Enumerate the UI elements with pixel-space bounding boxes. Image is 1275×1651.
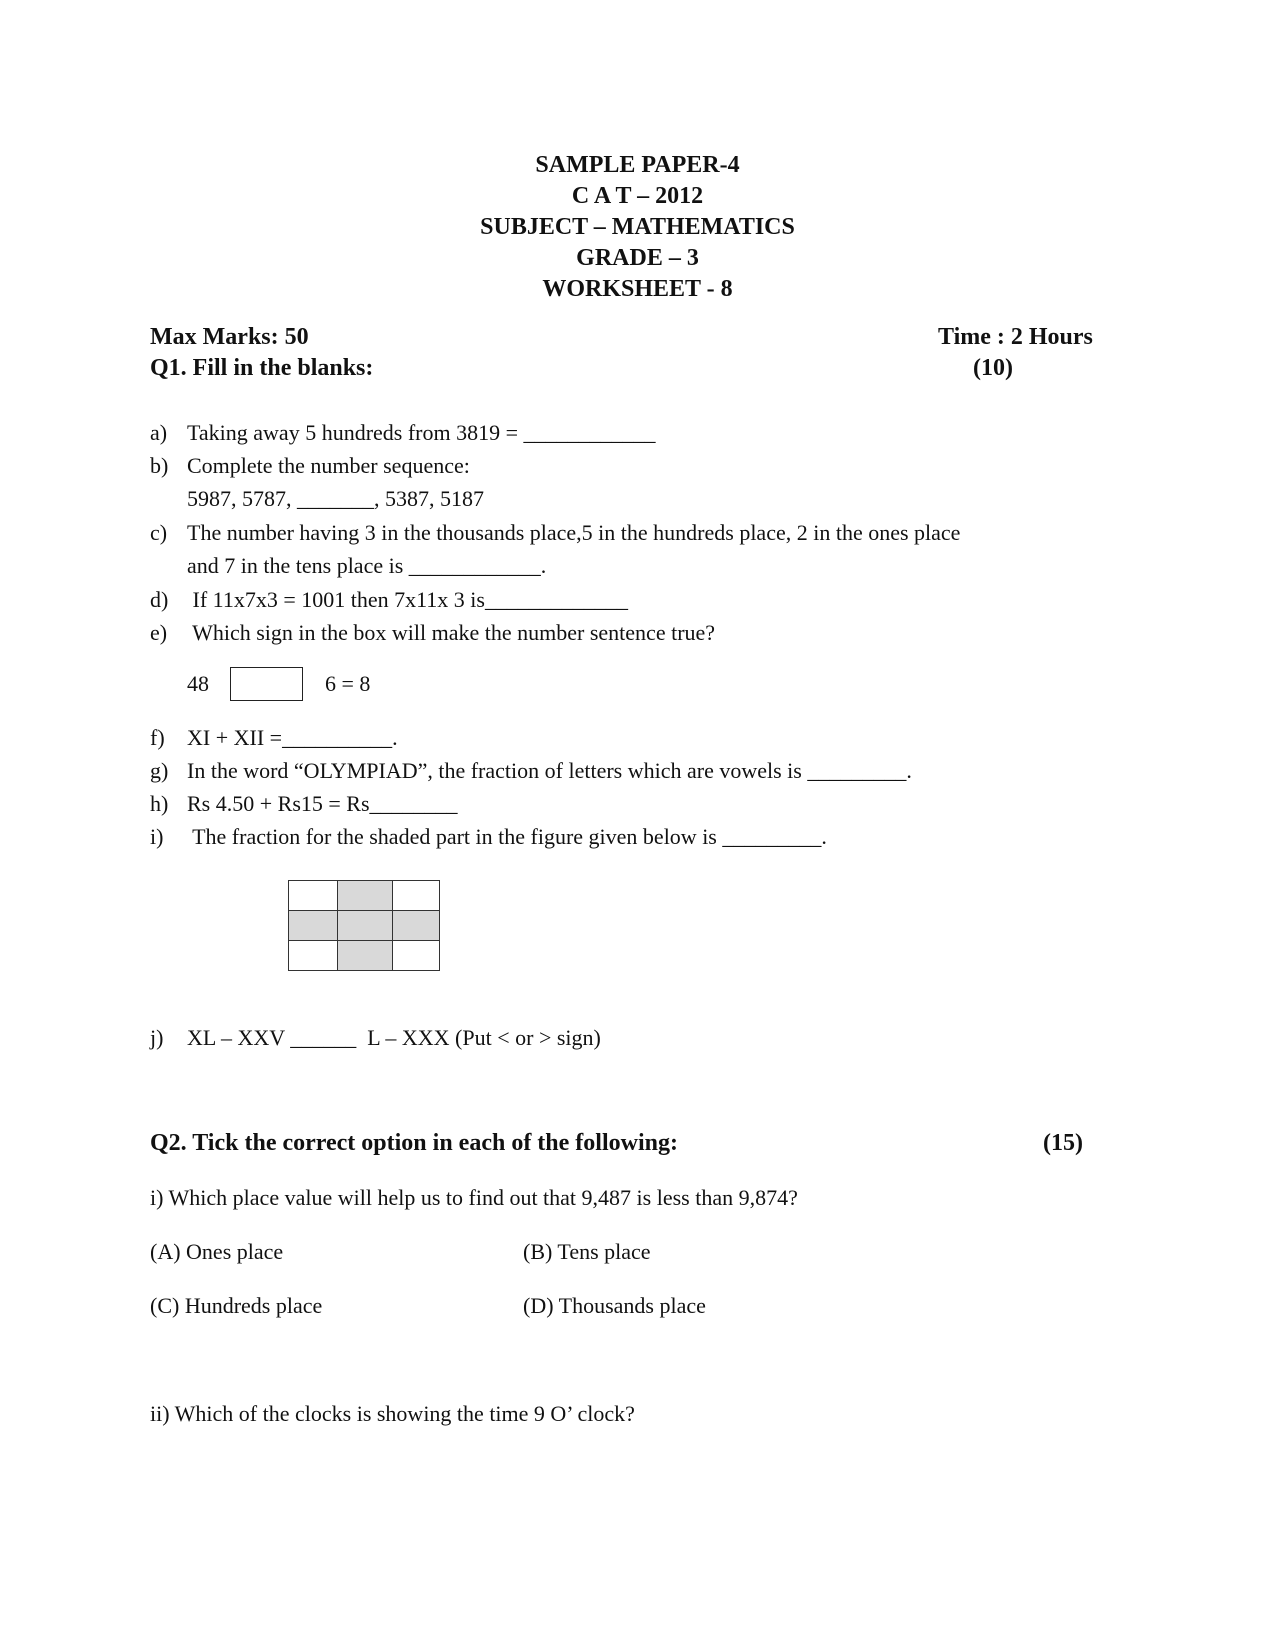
item-label: e) xyxy=(150,620,168,645)
q1-item-c-cont: and 7 in the tens place is ____________. xyxy=(187,553,547,578)
item-label: f) xyxy=(150,725,165,750)
q1-marks: (10) xyxy=(973,355,1013,381)
title-line: GRADE – 3 xyxy=(576,245,699,271)
q1-item-b-sequence: 5987, 5787, _______, 5387, 5187 xyxy=(187,486,484,511)
grid-cell-shaded xyxy=(289,911,338,941)
q1-item-j xyxy=(150,1022,601,1054)
grid-cell-shaded xyxy=(338,941,393,971)
grid-cell-shaded xyxy=(393,911,440,941)
grid-cell xyxy=(289,941,338,971)
item-label: h) xyxy=(150,791,169,816)
paper-title-block xyxy=(0,150,1275,305)
option-c[interactable]: (C) Hundreds place xyxy=(150,1293,323,1318)
item-label: b) xyxy=(150,453,169,478)
q2-marks: (15) xyxy=(1043,1130,1083,1156)
q1-item-a xyxy=(150,417,656,449)
grid-cell xyxy=(289,881,338,911)
option-d[interactable]: (D) Thousands place xyxy=(523,1293,706,1318)
item-text: The number having 3 in the thousands place,5 in the hundreds place, 2 in the ones place xyxy=(187,520,961,545)
item-text: Rs 4.50 + Rs15 = Rs________ xyxy=(187,791,458,816)
q1-item-h xyxy=(150,788,458,820)
grid-cell-shaded xyxy=(338,881,393,911)
item-label: i) xyxy=(150,824,164,849)
grid-cell-shaded xyxy=(338,911,393,941)
item-text: XL – XXV ______ L – XXX (Put < or > sign) xyxy=(187,1025,601,1050)
item-label: g) xyxy=(150,758,169,783)
item-label: j) xyxy=(150,1025,164,1050)
item-text: If 11x7x3 = 1001 then 7x11x 3 is_____________ xyxy=(187,587,628,612)
item-label: d) xyxy=(150,587,169,612)
title-line: WORKSHEET - 8 xyxy=(542,276,733,302)
q2-question-ii: ii) Which of the clocks is showing the time 9 O’ clock? xyxy=(150,1401,635,1426)
item-text: XI + XII =__________. xyxy=(187,725,398,750)
time-allowed: Time : 2 Hours xyxy=(938,324,1093,350)
title-line: C A T – 2012 xyxy=(571,183,704,209)
q1-item-g xyxy=(150,755,912,787)
option-a[interactable]: (A) Ones place xyxy=(150,1239,284,1264)
sentence-right-part: 6 = 8 xyxy=(325,671,371,696)
grid-cell xyxy=(393,941,440,971)
item-text: Which sign in the box will make the number sentence true? xyxy=(187,620,716,645)
item-text: In the word “OLYMPIAD”, the fraction of letters which are vowels is _________. xyxy=(187,758,912,783)
q1-item-d xyxy=(150,584,628,616)
q2-question-i: i) Which place value will help us to find out that 9,487 is less than 9,874? xyxy=(150,1185,798,1210)
q1-title: Q1. Fill in the blanks: xyxy=(150,355,374,381)
q1-item-e xyxy=(150,617,715,649)
sentence-left-number: 48 xyxy=(187,671,209,696)
title-line: SAMPLE PAPER-4 xyxy=(535,152,740,178)
grid-cell xyxy=(393,881,440,911)
sign-answer-box[interactable] xyxy=(230,667,303,701)
q1-item-c xyxy=(150,517,960,549)
fraction-grid-figure xyxy=(288,880,440,971)
q1-item-i xyxy=(150,821,827,853)
q1-item-b xyxy=(150,450,470,482)
item-label: c) xyxy=(150,520,168,545)
option-b[interactable]: (B) Tens place xyxy=(523,1239,651,1264)
item-label: a) xyxy=(150,420,168,445)
item-text: Taking away 5 hundreds from 3819 = ____________ xyxy=(187,420,656,445)
item-text: The fraction for the shaded part in the figure given below is _________. xyxy=(187,824,827,849)
title-line: SUBJECT – MATHEMATICS xyxy=(480,214,795,240)
q1-item-f xyxy=(150,722,398,754)
max-marks: Max Marks: 50 xyxy=(150,324,309,350)
item-text: Complete the number sequence: xyxy=(187,453,470,478)
q2-title: Q2. Tick the correct option in each of the following: xyxy=(150,1130,678,1156)
